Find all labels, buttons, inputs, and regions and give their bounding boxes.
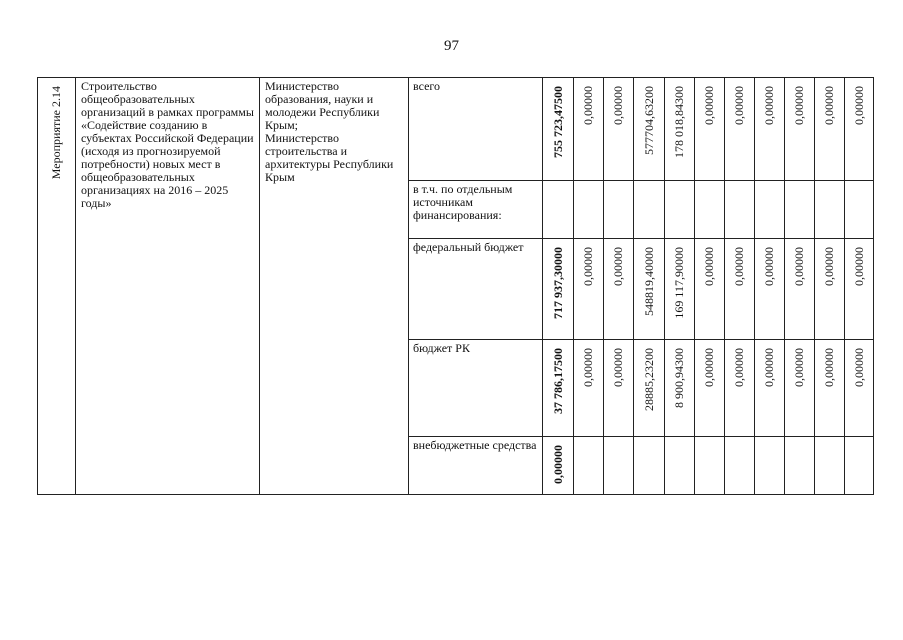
year-amount-cell [604,181,634,239]
year-amount: 0,00000 [851,86,866,125]
funding-source-cell [409,239,543,340]
year-amount: 0,00000 [762,86,776,125]
year-amount-cell [725,340,755,437]
year-amount-cell [574,437,604,495]
year-amount-cell [725,437,755,495]
year-amount: 0,00000 [702,86,716,125]
year-amount-cell [755,239,785,340]
year-amount: 0,00000 [611,247,625,286]
year-amount-cell [725,181,755,239]
year-amount: 0,00000 [581,348,595,387]
year-amount-cell [695,181,725,239]
total-amount-cell [543,239,574,340]
year-amount: 0,00000 [702,247,716,286]
year-amount-cell [725,78,755,181]
year-amount-cell [815,437,845,495]
budget-table [37,77,874,495]
funding-source-label: федеральный бюджет [413,240,524,254]
page-number: 97 [444,38,459,54]
year-amount-cell [574,239,604,340]
year-amount-cell [695,239,725,340]
funding-source-cell [409,340,543,437]
year-amount-cell [634,340,665,437]
year-amount-cell [785,340,815,437]
budget-table-body [38,78,874,495]
executors-list [260,78,408,186]
funding-source-label: внебюджетные средства [413,438,537,452]
executor-name: Министерство строительства и архитектуры Республики Крым [265,131,394,184]
year-amount-cell [665,181,695,239]
year-amount-cell [785,437,815,495]
year-amount: 0,00000 [762,348,776,387]
total-amount-cell [543,181,574,239]
year-amount: 0,00000 [851,247,866,286]
measure-name-cell [76,78,260,495]
year-amount-cell [634,78,665,181]
year-amount: 0,00000 [611,86,625,125]
year-amount: 0,00000 [762,247,776,286]
year-amount: 0,00000 [732,86,746,125]
executor-name: Министерство образования, науки и молодежи Республики Крым; [265,79,380,132]
year-amount: 0,00000 [792,247,806,286]
year-amount-cell [815,78,845,181]
table-row [38,78,874,181]
year-amount-cell [785,239,815,340]
year-amount-cell [845,437,874,495]
year-amount: 0,00000 [792,348,806,387]
year-amount-cell [755,78,785,181]
year-amount-cell [785,181,815,239]
year-amount: 169 117,90000 [672,247,686,319]
total-amount: 0,00000 [550,445,565,484]
year-amount: 0,00000 [702,348,716,387]
year-amount: 548819,40000 [641,247,656,316]
year-amount: 0,00000 [822,247,836,286]
year-amount: 0,00000 [611,348,625,387]
year-amount: 0,00000 [581,247,595,286]
year-amount-cell [604,239,634,340]
year-amount-cell [755,181,785,239]
year-amount-cell [574,78,604,181]
executors-cell [260,78,409,495]
year-amount-cell [695,78,725,181]
year-amount-cell [634,181,665,239]
funding-source-cell [409,181,543,239]
year-amount-cell [634,437,665,495]
measure-id-cell [38,78,76,495]
year-amount-cell [815,181,845,239]
total-amount: 37 786,17500 [550,348,565,414]
year-amount-cell [755,340,785,437]
year-amount-cell [695,437,725,495]
total-amount-cell [543,340,574,437]
year-amount: 0,00000 [851,348,866,387]
year-amount: 0,00000 [822,348,836,387]
year-amount: 0,00000 [792,86,806,125]
measure-name: Строительство общеобразовательных организаций в рамках программы «Содействие созданию в субъектах Российской Федерации (исходя из прогнозируемой потребности) новых мест в общеобразовательных организациях на 2016 – 2025 годы» [81,79,254,210]
year-amount-cell [665,78,695,181]
year-amount-cell [604,340,634,437]
year-amount-cell [574,340,604,437]
year-amount-cell [574,181,604,239]
year-amount-cell [665,239,695,340]
total-amount: 755 723,47500 [550,86,565,158]
year-amount-cell [755,437,785,495]
year-amount-cell [604,437,634,495]
year-amount-cell [604,78,634,181]
year-amount-cell [695,340,725,437]
measure-id: Мероприятие 2.14 [49,86,63,180]
year-amount-cell [845,181,874,239]
funding-source-label: всего [413,79,441,93]
year-amount-cell [845,239,874,340]
year-amount-cell [634,239,665,340]
year-amount-cell [815,239,845,340]
year-amount-cell [815,340,845,437]
year-amount-cell [785,78,815,181]
year-amount: 0,00000 [581,86,595,125]
funding-source-label: бюджет РК [413,341,470,355]
year-amount-cell [845,78,874,181]
total-amount: 717 937,30000 [550,247,565,319]
funding-source-cell [409,437,543,495]
total-amount-cell [543,437,574,495]
funding-source-label: в т.ч. по отдельным источникам финансирования: [413,182,513,222]
year-amount: 28885,23200 [641,348,656,411]
year-amount: 577704,63200 [641,86,656,155]
year-amount: 8 900,94300 [672,348,686,408]
year-amount-cell [725,239,755,340]
year-amount-cell [665,437,695,495]
year-amount: 0,00000 [732,247,746,286]
year-amount: 0,00000 [822,86,836,125]
year-amount: 178 018,84300 [672,86,686,158]
total-amount-cell [543,78,574,181]
year-amount: 0,00000 [732,348,746,387]
funding-source-cell [409,78,543,181]
year-amount-cell [845,340,874,437]
year-amount-cell [665,340,695,437]
